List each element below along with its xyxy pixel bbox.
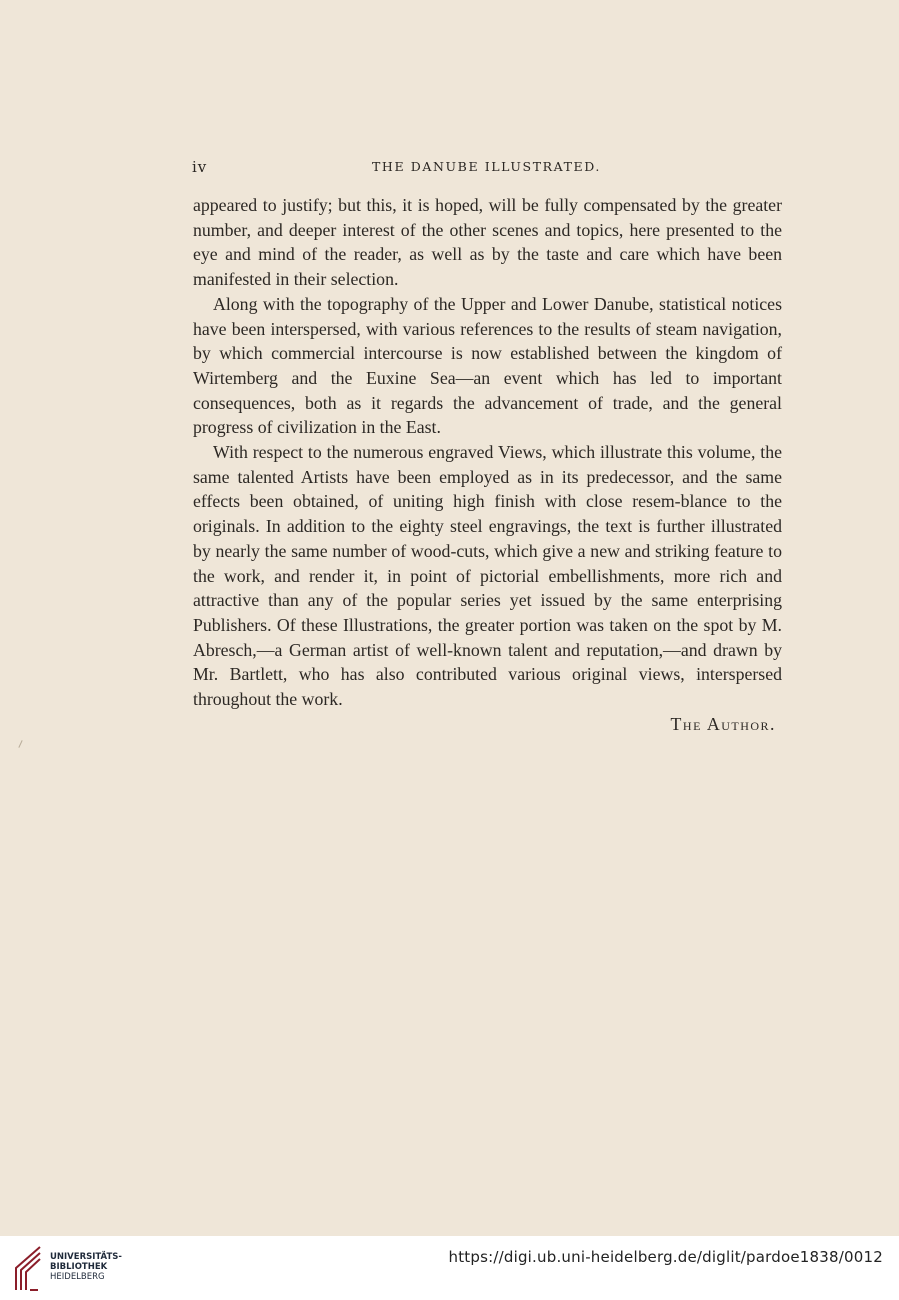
library-footer (0, 1236, 899, 1300)
paragraph: appeared to justify; but this, it is hoped, will be fully compensated by the greater number, and deeper interest of the other scenes and topics, here presented to the eye and mind of the reader, as well as by the taste and care which have been manifested in their selection. (193, 195, 782, 290)
paragraph: Along with the topography of the Upper and Lower Danube, statistical notices have been interspersed, with various references to the results of steam navigation, by which commercial intercourse is now established between the kingdom of Wirtemberg and the Euxine Sea—an event which has led to important consequences, both as it regards the advancement of trade, and the general progress of civilization in the East. (193, 293, 782, 438)
page-header (192, 158, 782, 178)
library-logo-icon (10, 1244, 44, 1292)
library-name-line: BIBLIOTHEK (50, 1262, 108, 1272)
permalink-url[interactable]: https://digi.ub.uni-heidelberg.de/diglit/pardoe1838/0012 (448, 1248, 883, 1266)
page-body (193, 193, 782, 736)
running-title: THE DANUBE ILLUSTRATED. (372, 159, 601, 174)
library-name-line: HEIDELBERG (50, 1272, 105, 1282)
library-name (50, 1252, 122, 1282)
paragraph: With respect to the numerous engraved Views, which illustrate this volume, the same talented Artists have been employed as in its predecessor, and the same effects been obtained, of uniting high finish with close resem-blance to the originals. In addition to the eighty steel engravings, the text is further illustrated by nearly the same number of wood-cuts, which give a new and striking feature to the work, and render it, in point of pictorial embellishments, more rich and attractive than any of the popular series yet issued by the same enterprising Publishers. Of these Illustrations, the greater portion was taken on the spot by M. Abresch,—a German artist of well-known talent and reputation,—and drawn by Mr. Bartlett, who has also contributed various original views, interspersed throughout the work. (193, 442, 782, 710)
page-number: iv (192, 158, 208, 176)
library-name-line: UNIVERSITÄTS- (50, 1252, 122, 1262)
margin-mark (18, 740, 22, 748)
author-signature: The Author. (670, 713, 776, 734)
